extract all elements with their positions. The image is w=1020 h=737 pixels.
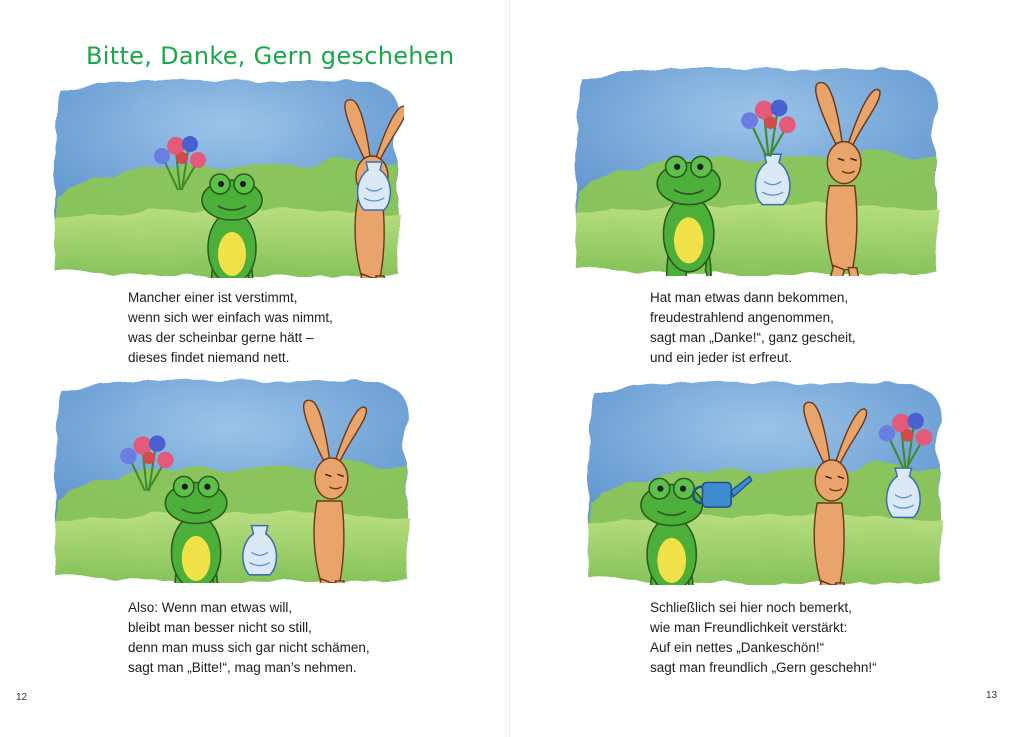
verse-line: sagt man „Bitte!“, mag man’s nehmen. [128, 660, 357, 675]
verse-line: sagt man freundlich „Gern geschehn!“ [650, 660, 877, 675]
illustration-frog-hands-vase-to-rabbit [566, 66, 950, 276]
verse-line: bleibt man besser nicht so still, [128, 620, 312, 635]
illustration-frog-flowers-rabbit-asking [52, 378, 414, 583]
verse-line: Auf ein nettes „Dankeschön!“ [650, 640, 825, 655]
verse-line: dieses findet niemand nett. [128, 350, 290, 365]
verse-line: was der scheinbar gerne hätt – [128, 330, 314, 345]
page-title: Bitte, Danke, Gern geschehen [86, 42, 455, 70]
verse-line: freudestrahlend angenommen, [650, 310, 834, 325]
verse-line: wenn sich wer einfach was nimmt, [128, 310, 333, 325]
verse-line: und ein jeder ist erfreut. [650, 350, 792, 365]
verse-4 [650, 598, 877, 678]
verse-line: Schließlich sei hier noch bemerkt, [650, 600, 852, 615]
verse-line: sagt man „Danke!“, ganz gescheit, [650, 330, 856, 345]
verse-line: Also: Wenn man etwas will, [128, 600, 293, 615]
verse-2 [128, 598, 370, 678]
page-number-right: 13 [986, 690, 998, 701]
verse-1 [128, 288, 333, 368]
verse-3 [650, 288, 856, 368]
verse-line: denn man muss sich gar nicht schämen, [128, 640, 370, 655]
page-number-left: 12 [16, 692, 28, 703]
illustration-frog-watering-can-rabbit-flowers [576, 380, 956, 585]
verse-line: wie man Freundlichkeit verstärkt: [650, 620, 848, 635]
verse-line: Mancher einer ist verstimmt, [128, 290, 298, 305]
verse-line: Hat man etwas dann bekommen, [650, 290, 849, 305]
right-page [510, 0, 1020, 737]
illustration-frog-flowers-rabbit-vase [52, 78, 404, 278]
